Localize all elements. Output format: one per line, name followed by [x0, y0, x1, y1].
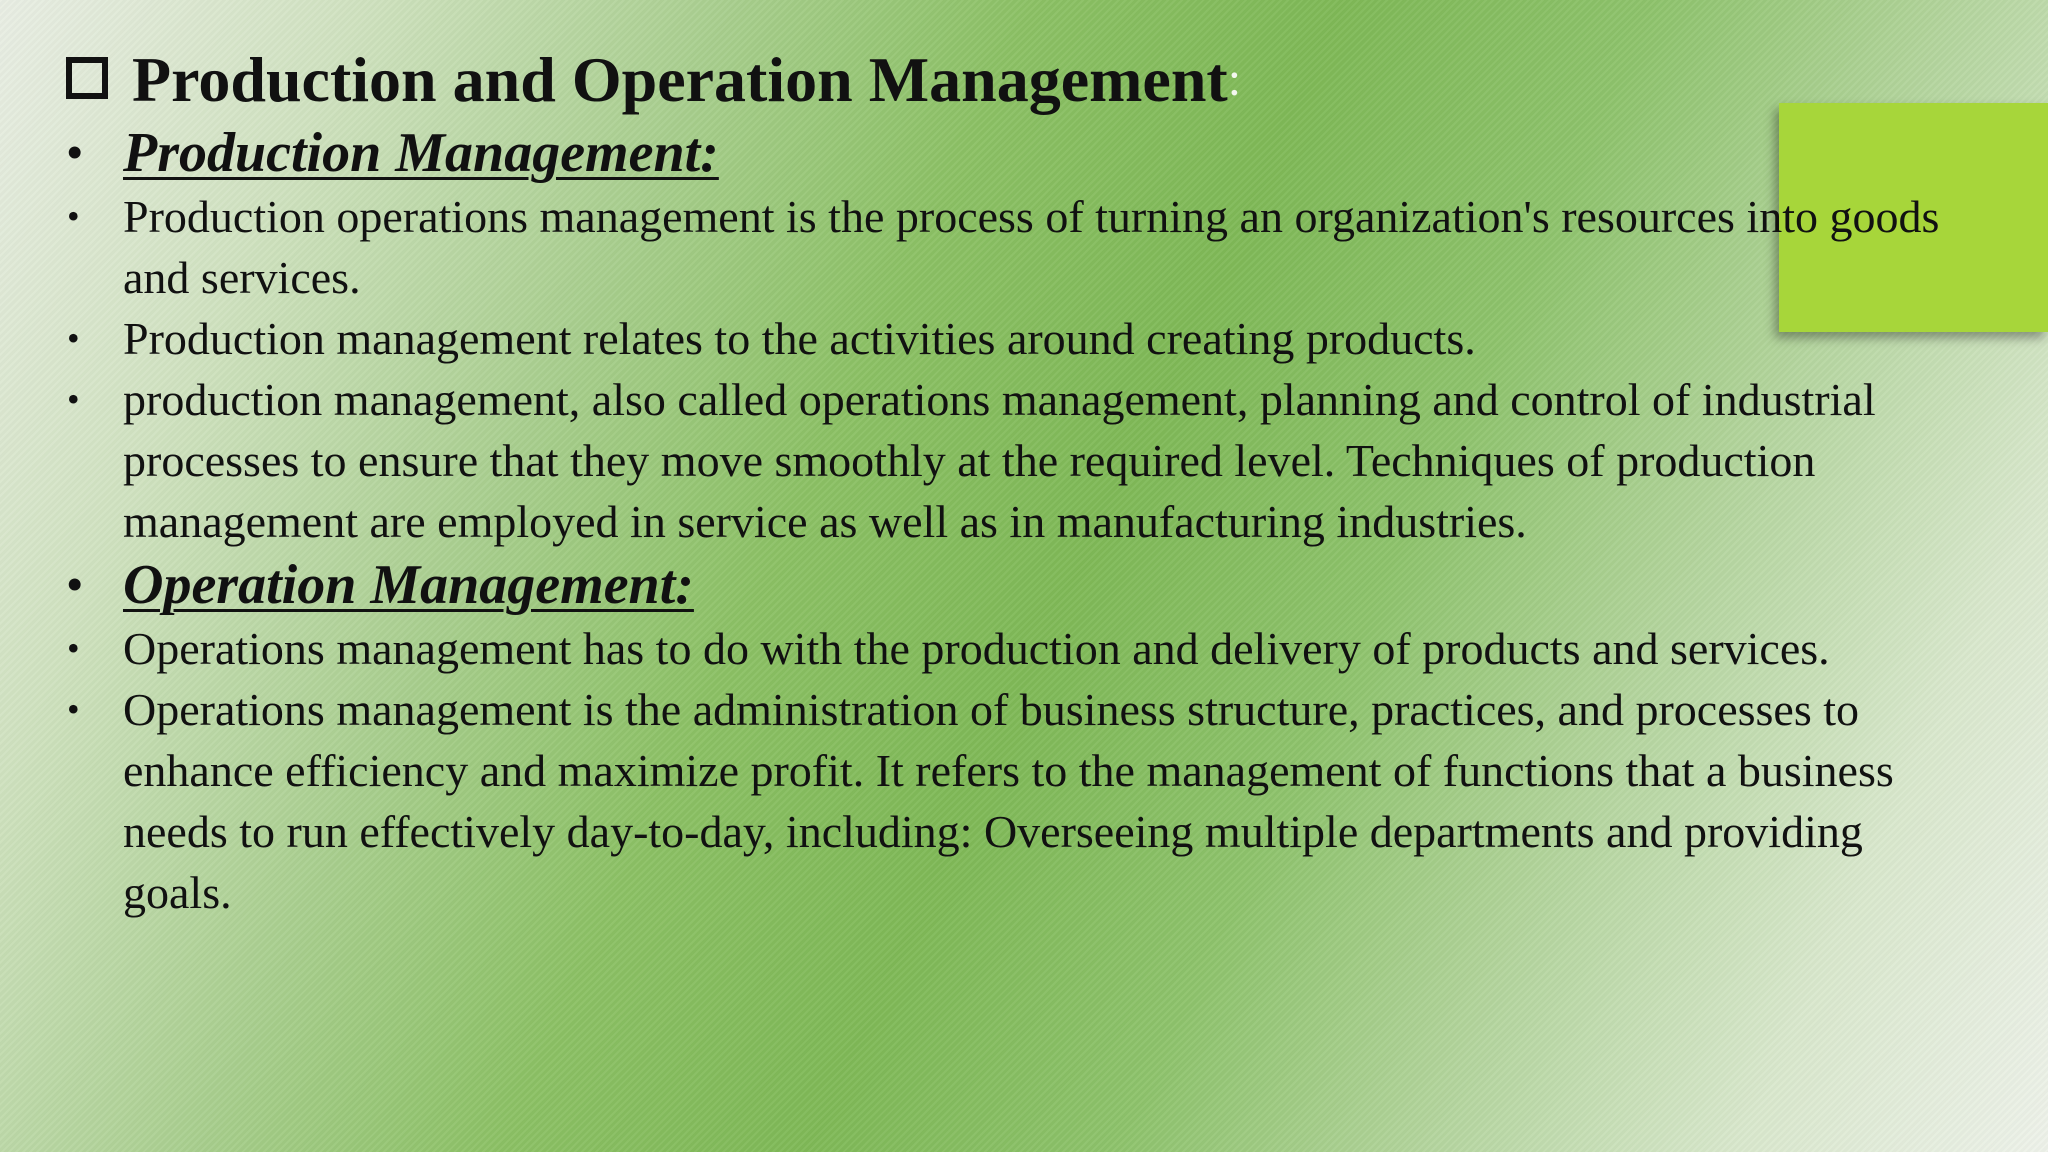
- slide-title-colon: :: [1227, 53, 1242, 106]
- slide-title-text: Production and Operation Management: [132, 44, 1228, 115]
- bullet-icon: •: [67, 196, 80, 236]
- bullet-icon: •: [67, 689, 80, 729]
- bullet-icon: •: [67, 379, 80, 419]
- list-item-text: production management, also called operations management, planning and control of industrial processes to ensure that they move smoothly at the required level. Techniques of production management are employed in service as well as in manufacturing industries.: [123, 374, 1876, 547]
- list-item: [66, 679, 1966, 923]
- slide-content: [66, 42, 1966, 923]
- list-item: [66, 369, 1966, 552]
- list-item: [66, 186, 1966, 308]
- list-item-text: Production management relates to the activities around creating products.: [123, 313, 1476, 364]
- list-item-text: Production operations management is the process of turning an organization's resources into goods and services.: [123, 191, 1940, 303]
- section-heading-production: [66, 120, 1966, 186]
- bullet-list: [66, 120, 1966, 923]
- bullet-icon: •: [67, 628, 80, 668]
- slide-title: [66, 42, 1966, 118]
- section-heading-text: Production Management:: [123, 122, 719, 184]
- bullet-icon: •: [67, 128, 83, 177]
- bullet-icon: •: [67, 318, 80, 358]
- section-heading-text: Operation Management:: [123, 554, 694, 616]
- section-heading-operation: [66, 552, 1966, 618]
- list-item: [66, 618, 1966, 679]
- list-item: [66, 308, 1966, 369]
- list-item-text: Operations management has to do with the production and delivery of products and services.: [123, 623, 1830, 674]
- bullet-icon: •: [67, 560, 83, 609]
- checkbox-square-icon: [66, 57, 108, 99]
- list-item-text: Operations management is the administration of business structure, practices, and processes to enhance efficiency and maximize profit. It refers to the management of functions that a business needs to run effectively day-to-day, including: Overseeing multiple departments and providing goals.: [123, 684, 1894, 918]
